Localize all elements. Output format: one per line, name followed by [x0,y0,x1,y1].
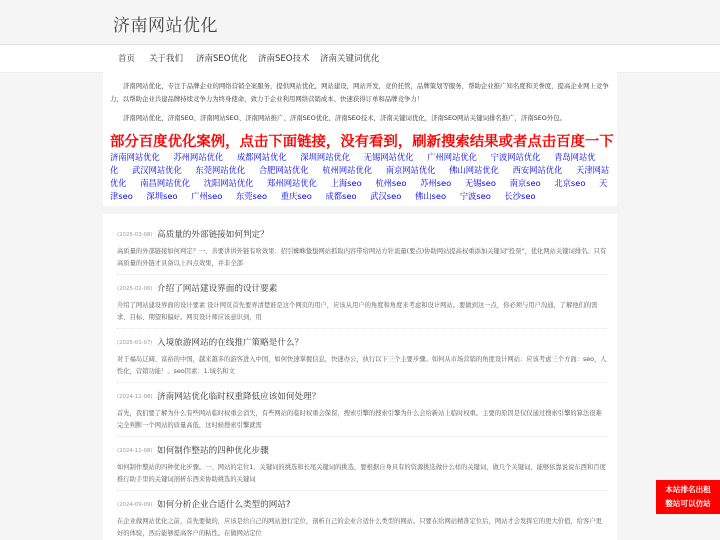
article-title[interactable]: 济南网站优化临时权重降低应该如何处理？ [157,392,321,402]
case-link[interactable]: 东莞seo [235,191,268,201]
article-date: (2024-12-08) [117,394,153,400]
article-summary: 对于福岛辽阔、富裕的中国，越来越多的游客进入中国，如何快速掌握信息，快速办公，执行以下三个主要步骤。如何从市场营销的角度设计网站：应该考虑三个方面：seo，人性化，营销功能！。seo因素：1.域名和文 [117,356,607,375]
nav-item-keyword-optimization[interactable]: 济南关键词优化 [320,54,380,64]
case-link[interactable]: 上海seo [330,178,362,188]
divider [117,328,607,329]
article-list [103,214,617,540]
case-link[interactable]: 佛山seo [414,191,447,201]
article-title[interactable]: 入境旅游网站的在线推广策略是什么？ [157,338,304,348]
case-link[interactable]: 天津seo [110,178,608,201]
case-link[interactable]: 合肥网站优化 [258,165,309,175]
divider [117,382,607,383]
article-summary: 高质量的外部链接如何判定？一、善要讲讲外链有啥效果：招引蜘蛛蛰蛰网站抓取内容带给网站方针流量(要点)协助网站提高权重添加关键词"投票"，优化网站关键词排名。只有高质量的外链才具备以上四点效果，并非全部 [117,248,607,267]
promo-badge-line2: 整站可以仿站 [665,499,711,508]
article-summary: 如何制作整站的四种优化步骤。一、网站的定位1、关键词的挑选和长尾关键词的挑选，要根据自身具有的资源挑选做什么样的关键词，做几个关键词，能够依靠说说东西和百度推行助手里的关键词剖析东西来协助挑选的关键词 [117,464,606,483]
divider [117,490,607,491]
nav-item-seo-optimization[interactable]: 济南SEO优化 [196,54,248,64]
case-link[interactable]: 广州网站优化 [427,152,477,162]
intro-paragraph: 济南网站优化，专注于品牌企业的网络营销全案服务，提供网站优化，网站建设，网站开发，竞价托管，品牌策划等服务，帮助企业推广知名度和美誉度，提高企业网上竞争力，以帮助企业共建品牌持续竞争力为终身使命，致力于企业利用网络营销成本、快速获得订单和品牌竞争力！ [110,82,609,103]
case-link[interactable]: 南昌网站优化 [140,178,191,188]
case-link[interactable]: 佛山网站优化 [449,165,499,175]
site-header [0,0,720,45]
case-link[interactable]: 深圳seo [146,191,178,201]
intro-panel [103,72,617,206]
case-link[interactable]: 天津网站优化 [110,165,610,188]
case-link[interactable]: 苏州网站优化 [173,152,224,162]
case-link[interactable]: 成都seo [325,191,357,201]
article-title[interactable]: 如何分析企业合适什么类型的网站? [157,500,291,510]
divider [117,274,607,275]
case-link[interactable]: 深圳网站优化 [300,152,351,162]
case-link[interactable]: 广州seo [191,191,223,201]
article-summary: 在企业做网站优化之前，首先要做的，应该是给自己的网站进行定位，剖析自己的企业合适什么类型的网站。只要在给网站精准定位后，网站才会发挥它的更大价值，给客户更好的体验，然后能够提高客户的粘性。在做网站定位 [117,518,602,537]
case-link[interactable]: 南京网站优化 [385,165,436,175]
case-link[interactable]: 重庆seo [280,191,312,201]
case-heading: 部分百度优化案例，点击下面链接，没有看到，刷新搜索结果或者点击百度一下 [110,134,614,150]
case-link[interactable]: 宁波网站优化 [490,152,541,162]
case-link[interactable]: 西安网站优化 [512,165,563,175]
article-date: (2025-02-06) [117,286,153,292]
case-link[interactable]: 无锡网站优化 [363,152,414,162]
nav-item-about[interactable]: 关于我们 [149,54,184,64]
case-link[interactable]: 杭州seo [375,178,407,188]
case-link[interactable]: 杭州网站优化 [322,165,373,175]
case-link[interactable]: 武汉网站优化 [131,165,182,175]
case-link[interactable]: 青岛网站优化 [110,152,596,175]
case-link[interactable]: 宁波seo [459,191,491,201]
article-title[interactable]: 高质量的外部链接如何判定？ [157,230,269,240]
case-link[interactable]: 无锡seo [464,178,496,188]
article-title[interactable]: 如何制作整站的四种优化步骤 [157,446,269,456]
article-date: (2025-01-07) [117,340,153,346]
promo-badge[interactable] [656,480,720,514]
article-date: (2024-09-09) [117,502,153,508]
article-date: (2025-03-08) [117,232,153,238]
case-link[interactable]: 武汉seo [370,191,402,201]
case-link[interactable]: 济南网站优化 [110,152,160,162]
case-link[interactable]: 苏州seo [420,178,452,188]
case-link[interactable]: 长沙seo [504,191,536,201]
nav-item-seo-tech[interactable]: 济南SEO技术 [258,54,310,64]
intro-keywords: 济南网站优化，济南SEO、济南网站SEO、济南网站推广、济南SEO优化、济南SEO技术，济南关键词优化，济南SEO网站关键词排名推广，济南SEO外包。 [123,114,567,122]
case-link[interactable]: 北京seo [554,178,586,188]
site-logo[interactable]: 济南网站优化 [113,16,218,36]
article-date: (2024-11-08) [117,448,153,454]
case-link[interactable]: 东莞网站优化 [195,165,246,175]
case-link-list [110,151,610,203]
article-summary: 介绍了网站建设界面的设计要素 设计网页首先要弄清楚谁是这个网页的用户，应该从用户的角度和角度来考虑和设计网站。要做到这一点，你必须与用户沟通，了解他们的需求、目标、期望和偏好。网页设计师应该意识到，用 [117,302,598,321]
promo-badge-line1: 本站排名出租 [665,485,711,494]
case-link[interactable]: 郑州网站优化 [267,178,317,188]
divider [117,436,607,437]
nav-item-home[interactable]: 首页 [118,54,136,64]
case-link[interactable]: 沈阳网站优化 [203,178,254,188]
case-link[interactable]: 南京seo [509,178,541,188]
article-summary: 首先，我们要了解为什么有些网站临时权重会消失，有些网站的临时权重会保留，搜索引擎的搜索引擎为什么会给新站上临时权重。主要的原因是仅仅通过搜索引擎的算法很难完全判断一个网站的质量高低，这时候搜索引擎就需 [117,410,602,429]
case-link[interactable]: 成都网站优化 [236,152,287,162]
main-nav [0,45,720,73]
article-title[interactable]: 介绍了网站建设界面的设计要素 [157,284,278,294]
